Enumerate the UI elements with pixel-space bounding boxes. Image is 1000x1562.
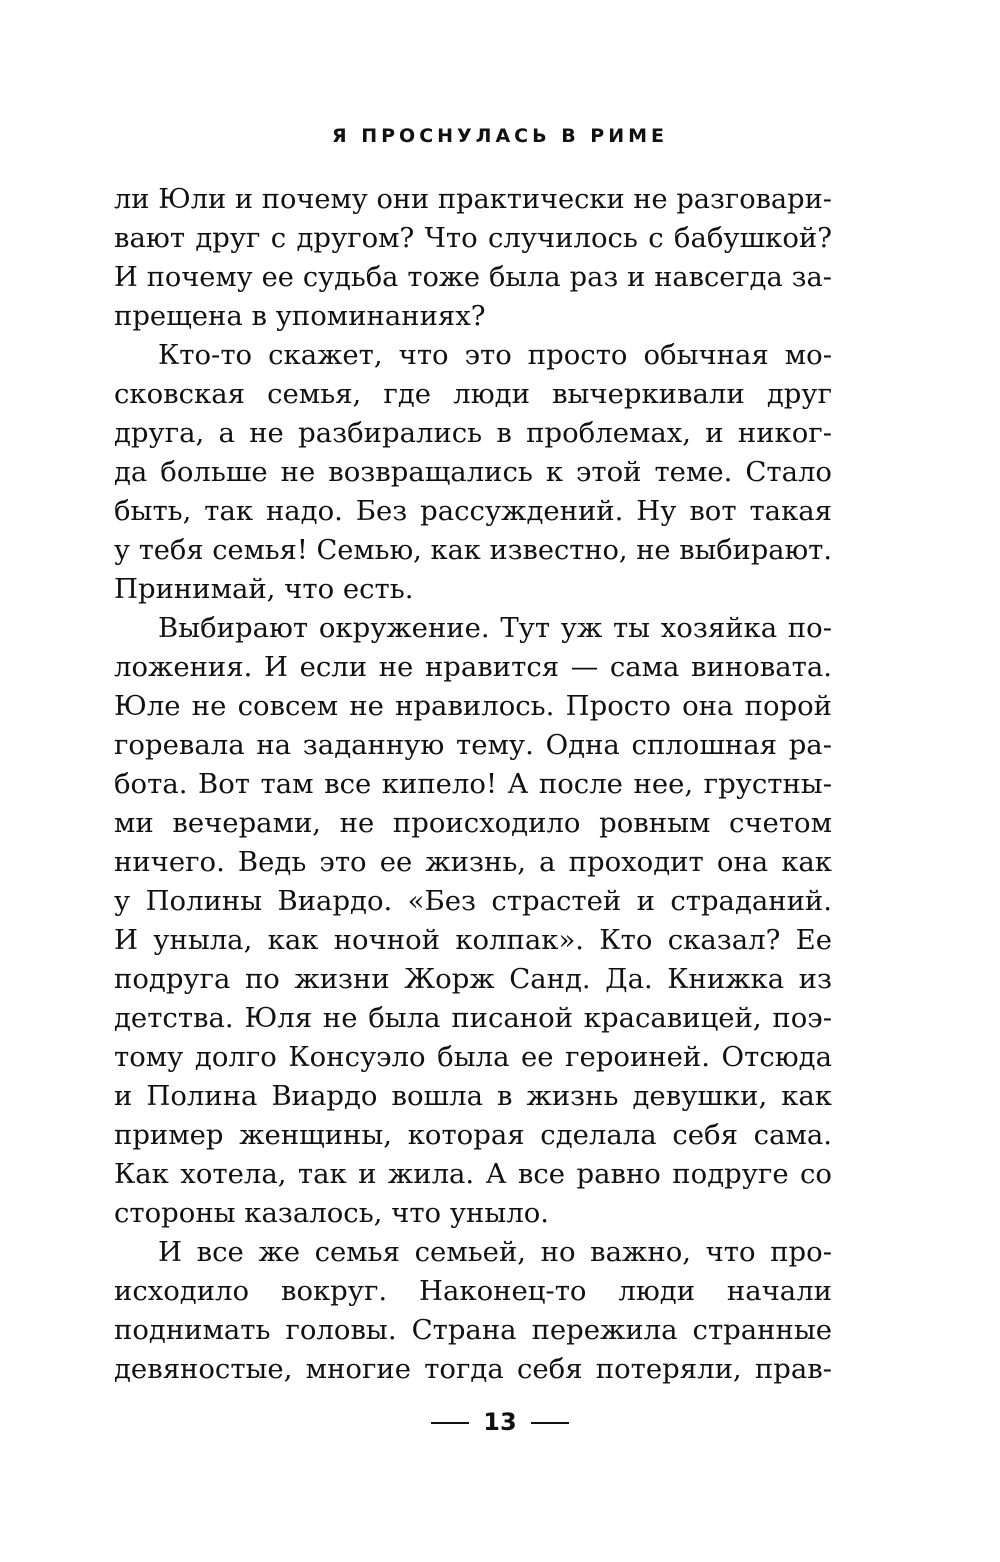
text-line: ничего. Ведь это ее жизнь, а проходит она как [114,846,832,878]
body-text [114,180,832,1389]
text-line: И уныла, как ночной колпак». Кто сказал? Ее [114,924,832,956]
text-line: детства. Юля не была писаной красавицей, поэ- [114,1002,832,1034]
text-line: горевала на заданную тему. Одна сплошная ра- [114,729,832,761]
text-line: ми вечерами, не происходило ровным счетом [114,807,832,839]
text-line: девяностые, многие тогда себя потеряли, прав- [114,1353,832,1385]
text-line: ложения. И если не нравится — сама виновата. [114,651,832,683]
text-line: и Полина Виардо вошла в жизнь девушки, как [114,1080,832,1112]
text-line: Как хотела, так и жила. А все равно подруге со [114,1158,832,1190]
text-line: Юле не совсем не нравилось. Просто она порой [114,690,832,722]
text-line: Принимай, что есть. [114,573,414,605]
text-line: исходило вокруг. Наконец-то люди начали [114,1275,832,1307]
page-number-footer [0,1404,1000,1440]
text-line: стороны казалось, что уныло. [114,1197,550,1229]
text-line: Кто-то скажет, что это просто обычная мо- [158,339,832,371]
text-line: И все же семья семьей, но важно, что про- [158,1236,832,1268]
text-line: пример женщины, которая сделала себя сама. [114,1119,832,1151]
text-line: бота. Вот там все кипело! А после нее, грустны- [114,768,832,800]
text-line: у тебя семья! Семью, как известно, не выбирают. [114,535,832,566]
text-line: подруга по жизни Жорж Санд. Да. Книжка из [114,963,832,995]
text-line: сковская семья, где люди вычеркивали друг [114,378,832,410]
page-number: 13 [483,1408,517,1436]
text-line: Выбирают окружение. Тут уж ты хозяйка по- [158,612,832,644]
folio-dash-right [531,1422,569,1424]
text-line: быть, так надо. Без рассуждений. Ну вот такая [114,495,832,527]
folio-dash-left [431,1422,469,1424]
text-line: у Полины Виардо. «Без страстей и страданий. [114,885,832,917]
text-line: вают друг с другом? Что случилось с бабушкой? [114,222,832,254]
text-line: да больше не возвращались к этой теме. Стало [114,456,832,488]
text-line: прещена в упоминаниях? [114,300,486,332]
text-line: И почему ее судьба тоже была раз и навсегда за- [114,262,832,293]
text-line: ли Юли и почему они практически не разговари- [114,184,832,215]
text-line: поднимать головы. Страна пережила странные [114,1314,832,1346]
running-head: Я ПРОСНУЛАСЬ В РИМЕ [331,125,669,147]
text-line: тому долго Консуэло была ее героиней. Отсюда [114,1041,832,1073]
text-line: друга, а не разбирались в проблемах, и никог- [114,417,832,449]
